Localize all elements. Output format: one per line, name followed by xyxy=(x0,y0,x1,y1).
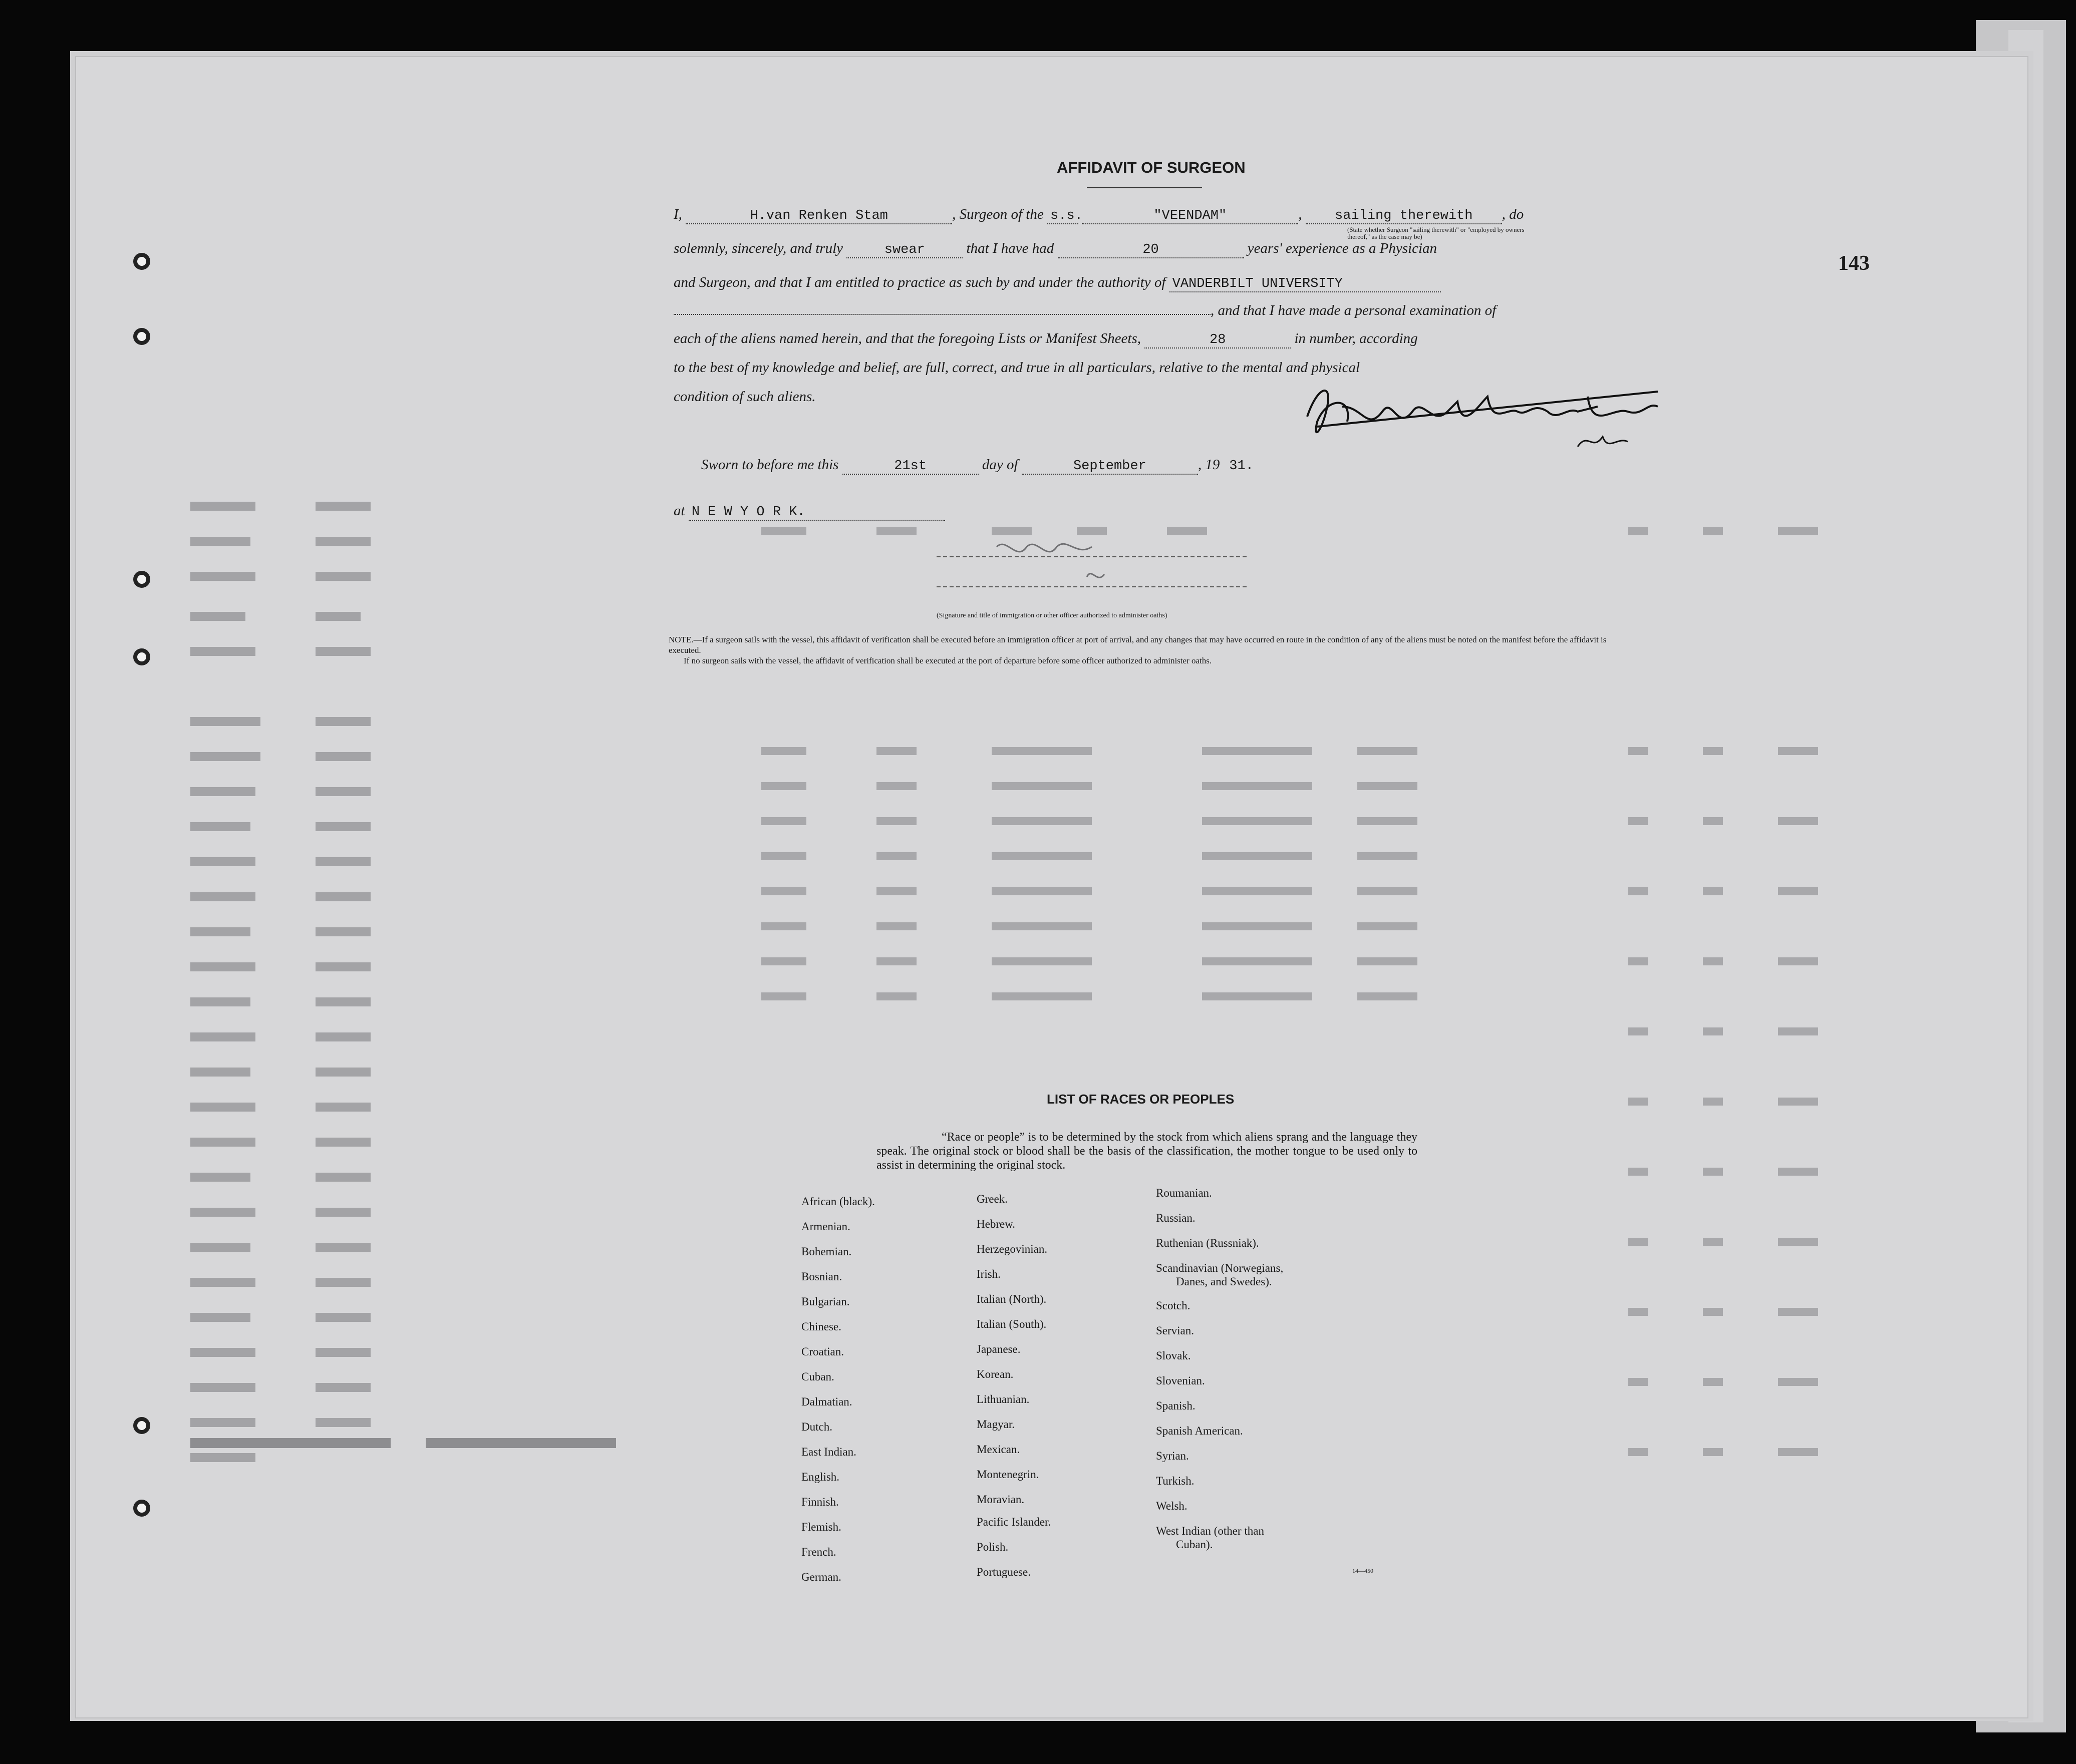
surgeon-signature xyxy=(1297,377,1678,457)
affidavit-line-6: to the best of my knowledge and belief, are full, correct, and true in all particulars, relative to the mental and physical xyxy=(674,360,1360,376)
authority-field: VANDERBILT UNIVERSITY xyxy=(1169,276,1441,292)
binding-hole xyxy=(133,1500,150,1517)
place-field: N E W Y O R K. xyxy=(689,505,945,521)
race-item: Servian. xyxy=(1156,1324,1195,1337)
race-item: Flemish. xyxy=(801,1521,841,1533)
race-item: Roumanian. xyxy=(1156,1187,1212,1199)
binding-hole xyxy=(133,328,150,345)
note-1: NOTE.—If a surgeon sails with the vessel, this affidavit of verification shall be executed before an immigration officer at port of arrival, and any changes that may have occurred en route in the condition of any of the aliens must be noted on the manifest before the affidavit is executed. xyxy=(669,635,1607,655)
text-do: , do xyxy=(1502,206,1524,222)
race-item: Finnish. xyxy=(801,1496,839,1508)
race-item: Magyar. xyxy=(977,1418,1015,1431)
affidavit-line-7: condition of such aliens. xyxy=(674,389,816,405)
race-item: German. xyxy=(801,1571,841,1583)
race-item: Turkish. xyxy=(1156,1475,1195,1487)
race-item: English. xyxy=(801,1471,840,1483)
binding-hole xyxy=(133,648,150,665)
race-item: Slovenian. xyxy=(1156,1374,1205,1387)
race-item: Cuban. xyxy=(801,1370,834,1383)
sailing-note: (State whether Surgeon "sailing therewith" or "employed by owners thereof," as the case may be) xyxy=(1347,226,1525,240)
race-item: Croatian. xyxy=(801,1345,844,1358)
race-item: Polish. xyxy=(977,1541,1009,1553)
affidavit-line-2: solemnly, sincerely, and truly swear that I have had 20 years' experience as a Physician xyxy=(674,240,1437,257)
race-item: Welsh. xyxy=(1156,1500,1188,1512)
vessel-name-field: "VEENDAM" xyxy=(1082,208,1298,224)
race-item: Spanish. xyxy=(1156,1399,1196,1412)
race-item: Syrian. xyxy=(1156,1450,1189,1462)
race-item: Danes, and Swedes). xyxy=(1176,1275,1272,1288)
affidavit-line-5: each of the aliens named herein, and that the foregoing Lists or Manifest Sheets, 28 in number, according xyxy=(674,330,1418,347)
binding-hole xyxy=(133,1417,150,1434)
race-item: Herzegovinian. xyxy=(977,1243,1048,1255)
day-field: 21st xyxy=(842,459,979,475)
race-item: Hebrew. xyxy=(977,1218,1016,1230)
race-item: Scandinavian (Norwegians, xyxy=(1156,1262,1284,1274)
race-item: Spanish American. xyxy=(1156,1425,1243,1437)
sailing-field: sailing therewith xyxy=(1306,208,1502,224)
race-item: West Indian (other than xyxy=(1156,1525,1264,1537)
binding-hole xyxy=(133,571,150,588)
race-item: French. xyxy=(801,1546,836,1558)
sheets-field: 28 xyxy=(1144,332,1291,348)
title-rule xyxy=(1087,187,1202,188)
binding-hole xyxy=(133,253,150,270)
race-item: Korean. xyxy=(977,1368,1014,1380)
race-item: Bulgarian. xyxy=(801,1295,850,1308)
race-item: Russian. xyxy=(1156,1212,1196,1224)
race-item: Montenegrin. xyxy=(977,1468,1039,1481)
vessel-prefix-field: s.s. xyxy=(1047,208,1078,224)
note-2: If no surgeon sails with the vessel, the affidavit of verification shall be executed at the port of departure before some officer authorized to administer oaths. xyxy=(684,656,1212,665)
race-item: Bosnian. xyxy=(801,1270,842,1283)
race-item: Armenian. xyxy=(801,1220,850,1233)
race-item: Greek. xyxy=(977,1193,1008,1205)
place-line: at N E W Y O R K. xyxy=(674,503,945,521)
race-item: Pacific Islander. xyxy=(977,1516,1051,1528)
form-code: 14—450 xyxy=(1352,1567,1373,1574)
surgeon-name-field: H.van Renken Stam xyxy=(686,208,952,224)
races-title: LIST OF RACES OR PEOPLES xyxy=(1047,1092,1235,1107)
race-item: Bohemian. xyxy=(801,1245,852,1258)
races-intro: “Race or people” is to be determined by the stock from which aliens sprang and the language they speak. The original stock or blood shall be the basis of the classification, the mother tongue to be used only to assist in determining the original stock. xyxy=(876,1131,1417,1172)
race-item: Japanese. xyxy=(977,1343,1021,1355)
race-item: Lithuanian. xyxy=(977,1393,1030,1405)
affidavit-line-3: and Surgeon, and that I am entitled to practice as such by and under the authority of VANDERBILT UNIVERSITY xyxy=(674,274,1441,292)
race-item: Slovak. xyxy=(1156,1349,1191,1362)
race-item: African (black). xyxy=(801,1195,875,1208)
officer-signature-label: (Signature and title of immigration or other officer authorized to administer oaths) xyxy=(937,612,1167,619)
years-field: 20 xyxy=(1058,242,1244,258)
race-item: Italian (South). xyxy=(977,1318,1047,1330)
race-item: Ruthenian (Russniak). xyxy=(1156,1237,1259,1249)
affidavit-title: AFFIDAVIT OF SURGEON xyxy=(1057,159,1246,176)
affidavit-line-4: , and that I have made a personal examination of xyxy=(674,302,1496,319)
manifest-page xyxy=(75,56,2028,1718)
race-item: Scotch. xyxy=(1156,1299,1191,1312)
bleed-through-marks xyxy=(75,487,2028,1538)
race-item: Portuguese. xyxy=(977,1566,1031,1578)
race-item: Cuban). xyxy=(1176,1538,1213,1551)
race-item: Dalmatian. xyxy=(801,1395,852,1408)
authority-continued-field xyxy=(674,314,1211,315)
sworn-line: Sworn to before me this 21st day of September , 19 31. xyxy=(701,457,1260,475)
race-item: Moravian. xyxy=(977,1493,1025,1506)
race-item: East Indian. xyxy=(801,1446,856,1458)
race-item: Mexican. xyxy=(977,1443,1020,1456)
race-item: Dutch. xyxy=(801,1421,832,1433)
race-item: Irish. xyxy=(977,1268,1001,1280)
affidavit-line-1: I, H.van Renken Stam , Surgeon of the s.s. "VEENDAM" , sailing therewith , do xyxy=(674,206,1524,223)
year-field: 31. xyxy=(1229,459,1254,474)
page-number: 143 xyxy=(1838,252,1870,275)
text-i: I, xyxy=(674,206,682,222)
oath-field: swear xyxy=(846,242,963,258)
race-item: Chinese. xyxy=(801,1320,841,1333)
text-surgeon-of: , Surgeon of the xyxy=(952,206,1044,222)
race-item: Italian (North). xyxy=(977,1293,1047,1305)
month-field: September xyxy=(1022,459,1198,475)
